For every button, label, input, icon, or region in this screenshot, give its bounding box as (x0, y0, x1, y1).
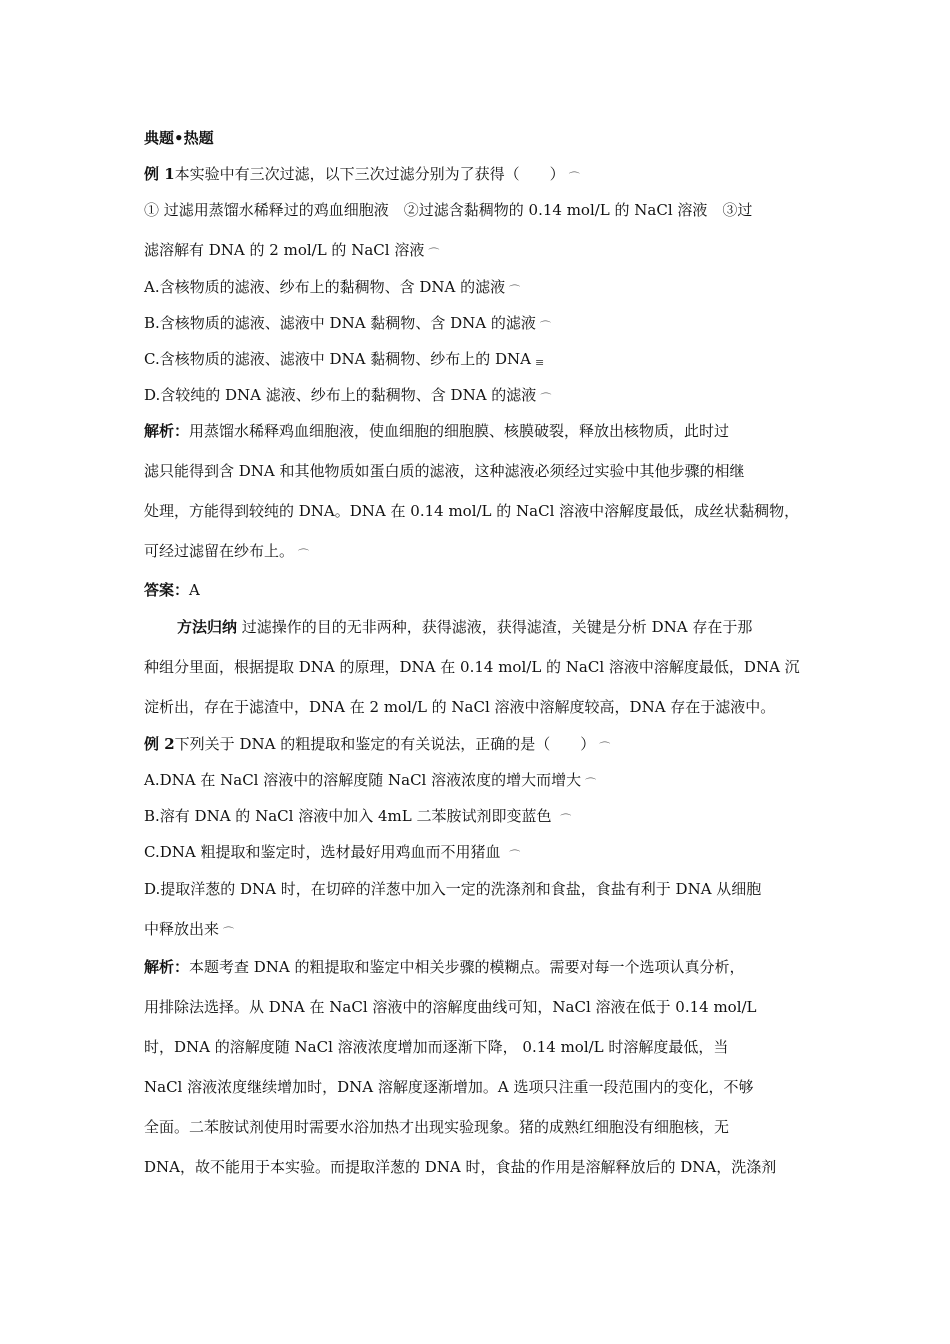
example-1-analysis-text-4: 可经过滤留在纱布上。 (144, 542, 295, 560)
example-1-option-a (144, 277, 520, 301)
example-2-analysis-label: 解析： (144, 958, 190, 976)
method-summary-line-3: 淀析出，存在于滤渣中，DNA 在 2 mol/L 的 NaCl 溶液中溶解度较高，DNA 存在于滤液中。 (144, 698, 776, 716)
example-1-items-line-2 (144, 240, 439, 264)
example-2-question-text: 下列关于 DNA 的粗提取和鉴定的有关说法，正确的是（ ） (174, 735, 596, 753)
example-1-analysis-label: 解析： (144, 422, 190, 440)
example-2-analysis-line-1 (144, 957, 745, 977)
example-1-answer (144, 580, 200, 600)
paragraph-mark: ⌒ (509, 284, 521, 297)
example-2-option-a (144, 770, 596, 794)
paragraph-mark: ⌒ (568, 171, 580, 184)
paragraph-mark: ⌒ (223, 926, 235, 939)
example-1-option-c (144, 349, 544, 373)
example-1-option-d (144, 385, 551, 409)
example-1-analysis-text-1: 用蒸馏水稀释鸡血细胞液，使血细胞的细胞膜、核膜破裂，释放出核物质，此时过 (189, 422, 730, 440)
example-1-analysis-line-2: 滤只能得到含 DNA 和其他物质如蛋白质的滤液，这种滤液必须经过实验中其他步骤的相继 (144, 462, 745, 480)
paragraph-mark: ⌒ (585, 777, 597, 790)
example-1-option-b (144, 313, 551, 337)
example-2-option-c (144, 842, 520, 866)
paragraph-mark: ⌒ (298, 548, 310, 561)
paragraph-mark: ≡ (535, 356, 545, 369)
example-1-analysis-line-4 (144, 541, 309, 565)
example-1-answer-value: A (189, 581, 200, 599)
example-1-analysis-line-1 (144, 421, 729, 441)
example-2-option-b (144, 806, 571, 830)
method-summary-text-1: 过滤操作的目的无非两种，获得滤液，获得滤渣，关键是分析 DNA 存在于那 (241, 618, 753, 636)
example-1-items-line-1: ① 过滤用蒸馏水稀释过的鸡血细胞液 ②过滤含黏稠物的 0.14 mol/L 的 NaCl 溶液 ③过 (144, 201, 753, 219)
method-summary-line-2: 种组分里面，根据提取 DNA 的原理，DNA 在 0.14 mol/L 的 NaCl 溶液中溶解度最低，DNA 沉 (144, 658, 800, 676)
paragraph-mark: ⌒ (560, 813, 572, 826)
example-2-option-a-text: A.DNA 在 NaCl 溶液中的溶解度随 NaCl 溶液浓度的增大而增大 (144, 771, 582, 789)
example-1-option-a-text: A.含核物质的滤液、纱布上的黏稠物、含 DNA 的滤液 (144, 278, 506, 296)
example-2-analysis-text-1: 本题考查 DNA 的粗提取和鉴定中相关步骤的模糊点。需要对每一个选项认真分析， (189, 958, 745, 976)
paragraph-mark: ⌒ (599, 741, 611, 754)
example-1-items-line-2-text: 滤溶解有 DNA 的 2 mol/L 的 NaCl 溶液 (144, 241, 425, 259)
method-summary-label: 方法归纳 (177, 618, 238, 636)
example-2-analysis-line-3: 时，DNA 的溶解度随 NaCl 溶液浓度增加而逐渐下降， 0.14 mol/L 时溶解度最低，当 (144, 1038, 729, 1056)
paragraph-mark: ⌒ (428, 247, 440, 260)
example-2-label: 例 2 (144, 735, 175, 753)
example-2-option-c-text: C.DNA 粗提取和鉴定时，选材最好用鸡血而不用猪血 (144, 843, 501, 861)
paragraph-mark: ⌒ (540, 392, 552, 405)
example-1-option-b-text: B.含核物质的滤液、滤液中 DNA 黏稠物、含 DNA 的滤液 (144, 314, 536, 332)
example-2-analysis-line-4: NaCl 溶液浓度继续增加时，DNA 溶解度逐渐增加。A 选项只注重一段范围内的变化，不够 (144, 1078, 754, 1096)
example-2-option-d-line-1: D.提取洋葱的 DNA 时，在切碎的洋葱中加入一定的洗涤剂和食盐，食盐有利于 DNA 从细胞 (144, 880, 762, 898)
method-summary-line-1 (177, 617, 752, 637)
paragraph-mark: ⌒ (509, 849, 521, 862)
example-2-option-d-text-2: 中释放出来 (144, 920, 220, 938)
example-2-analysis-line-6: DNA，故不能用于本实验。而提取洋葱的 DNA 时，食盐的作用是溶解释放后的 DNA，洗涤剂 (144, 1158, 777, 1176)
example-1-question-text: 本实验中有三次过滤，以下三次过滤分别为了获得（ ） (174, 165, 565, 183)
paragraph-mark: ⌒ (539, 320, 551, 333)
example-2-question (144, 734, 610, 758)
example-1-answer-label: 答案： (144, 581, 190, 599)
example-1-question (144, 164, 580, 188)
example-2-analysis-line-5: 全面。二苯胺试剂使用时需要水浴加热才出现实验现象。猪的成熟红细胞没有细胞核，无 (144, 1118, 730, 1136)
example-2-option-d-line-2 (144, 919, 234, 943)
example-1-option-d-text: D.含较纯的 DNA 滤液、纱布上的黏稠物、含 DNA 的滤液 (144, 386, 537, 404)
section-title: 典题•热题 (144, 129, 214, 147)
example-1-analysis-line-3: 处理，方能得到较纯的 DNA。DNA 在 0.14 mol/L 的 NaCl 溶液中溶解度最低，成丝状黏稠物， (144, 502, 800, 520)
example-2-option-b-text: B.溶有 DNA 的 NaCl 溶液中加入 4mL 二苯胺试剂即变蓝色 (144, 807, 552, 825)
example-2-analysis-line-2: 用排除法选择。从 DNA 在 NaCl 溶液中的溶解度曲线可知，NaCl 溶液在低于 0.14 mol/L (144, 998, 757, 1016)
example-1-label: 例 1 (144, 165, 175, 183)
example-1-option-c-text: C.含核物质的滤液、滤液中 DNA 黏稠物、纱布上的 DNA (144, 350, 531, 368)
